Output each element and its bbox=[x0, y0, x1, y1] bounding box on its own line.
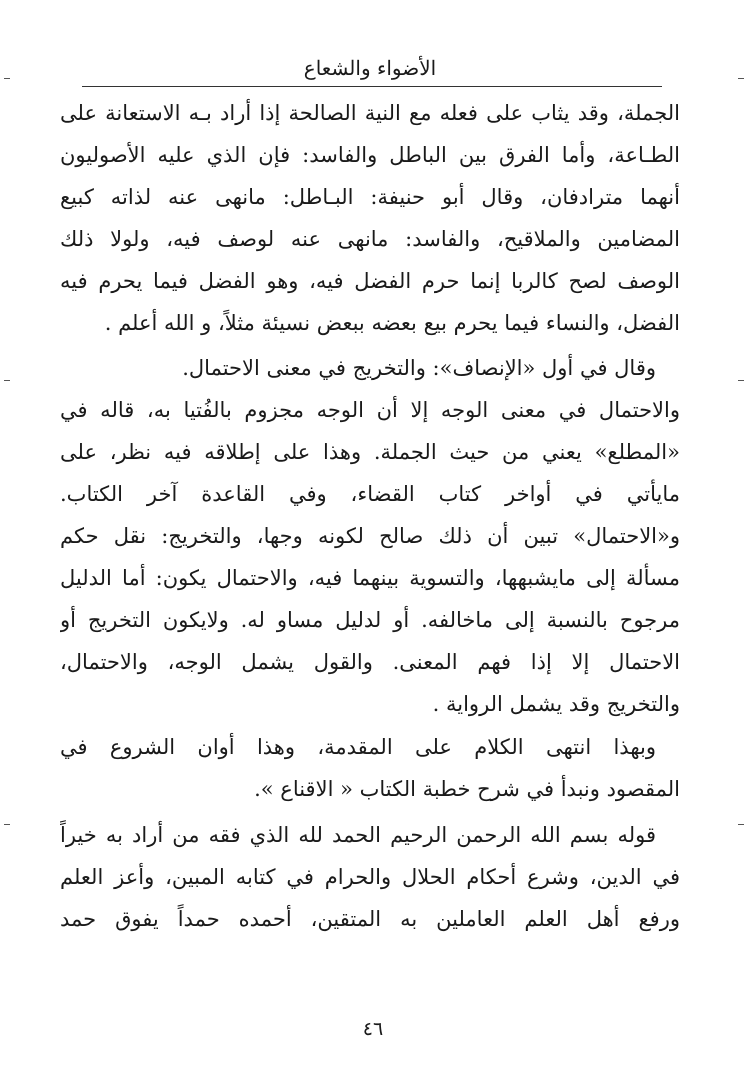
paragraph-3 bbox=[60, 726, 680, 810]
text-line: في الدين، وشرع أحكام الحلال والحرام في كتابه المبين، وأعز العلم bbox=[60, 865, 680, 889]
page-number: ٤٦ bbox=[362, 1018, 384, 1040]
text-line: والتخريج وقد يشمل الرواية . bbox=[432, 692, 680, 716]
paragraph-4 bbox=[60, 814, 680, 940]
paragraph-2 bbox=[60, 347, 680, 725]
text-line: ورفع أهل العلم العاملين به المتقين، أحمده حمداً يفوق حمد bbox=[60, 907, 680, 931]
text-line: وقال في أول «الإنصاف»: والتخريج في معنى الاحتمال. bbox=[182, 356, 656, 380]
text-line: المضامين والملاقيح، والفاسد: مانهى عنه لوصف فيه، ولولا ذلك bbox=[60, 227, 680, 251]
text-line: والاحتمال في معنى الوجه إلا أن الوجه مجزوم بالفُتيا به، قاله في bbox=[60, 398, 680, 422]
text-line: الوصف لصح كالربا إنما حرم الفضل فيه، وهو الفضل فيما يحرم فيه bbox=[60, 269, 680, 293]
paragraph-1 bbox=[60, 92, 680, 344]
text-line: أنهما مترادفان، وقال أبو حنيفة: البـاطل: مانهى عنه لذاته كبيع bbox=[60, 185, 680, 209]
text-line: مايأتي في أواخر كتاب القضاء، وفي القاعدة آخر الكتاب. bbox=[60, 482, 680, 506]
text-line: الجملة، وقد يثاب على فعله مع النية الصالحة إذا أراد بـه الاستعانة على bbox=[60, 101, 680, 125]
text-line: الفضل، والنساء فيما يحرم بيع بعضه ببعض نسيئة مثلاً، و الله أعلم . bbox=[104, 311, 680, 335]
margin-mark bbox=[4, 78, 10, 79]
margin-mark bbox=[738, 380, 744, 381]
text-line: قوله بسم الله الرحمن الرحيم الحمد لله الذي فقه من أراد به خيراً bbox=[60, 823, 656, 847]
text-line: «المطلع» يعني من حيث الجملة. وهذا على إطلاقه فيه نظر، على bbox=[60, 440, 680, 464]
text-line: و«الاحتمال» تبين أن ذلك صالح لكونه وجها، والتخريج: نقل حكم bbox=[60, 524, 680, 548]
margin-mark bbox=[4, 824, 10, 825]
text-line: الطـاعة، وأما الفرق بين الباطل والفاسد: فإن الذي عليه الأصوليون bbox=[60, 143, 680, 167]
text-line: الاحتمال إلا إذا فهم المعنى. والقول يشمل الوجه، والاحتمال، bbox=[60, 650, 680, 674]
text-line: مسألة إلى مايشبهها، والتسوية بينهما فيه، والاحتمال يكون: أما الدليل bbox=[60, 566, 680, 590]
margin-mark bbox=[738, 78, 744, 79]
header-rule bbox=[82, 86, 662, 87]
text-line: مرجوح بالنسبة إلى ماخالفه. أو لدليل مساو له. ولايكون التخريج أو bbox=[60, 608, 680, 632]
running-header: الأضواء والشعاع bbox=[303, 56, 437, 80]
text-line: وبهذا انتهى الكلام على المقدمة، وهذا أوان الشروع في bbox=[60, 735, 656, 759]
margin-mark bbox=[4, 380, 10, 381]
margin-mark bbox=[738, 824, 744, 825]
text-line: المقصود ونبدأ في شرح خطبة الكتاب « الاقناع ». bbox=[254, 777, 680, 801]
